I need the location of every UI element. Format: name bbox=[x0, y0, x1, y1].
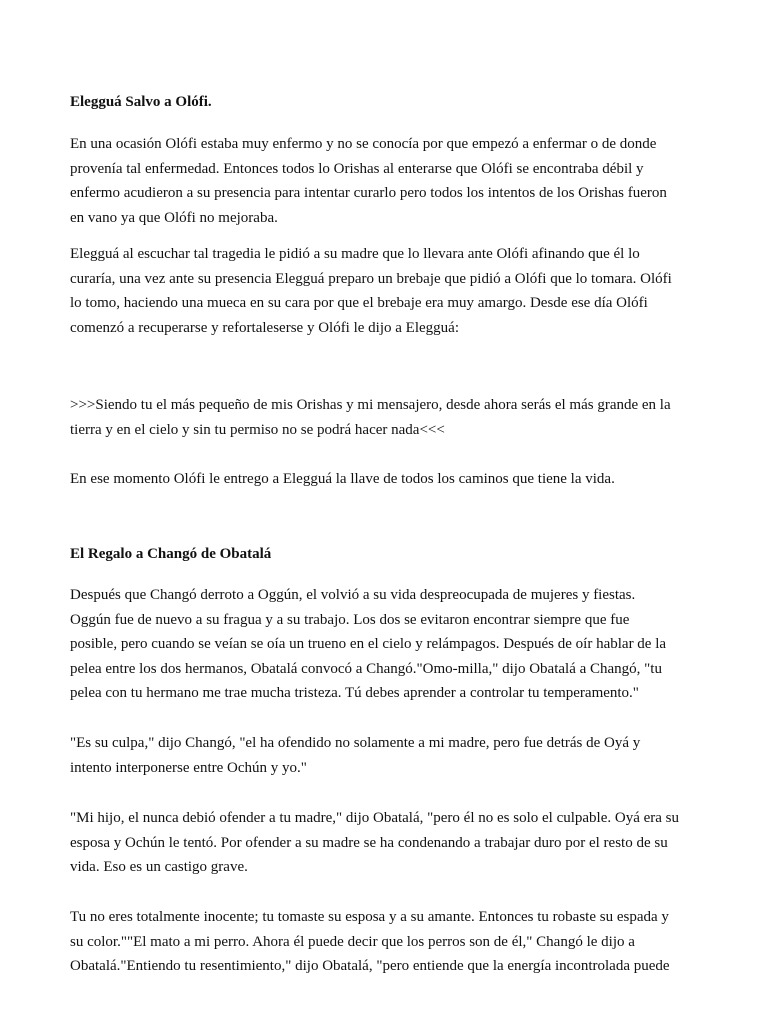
text-line: comenzó a recuperarse y refortaleserse y Olófi le dijo a Elegguá: bbox=[70, 319, 459, 336]
text-line: >>>Siendo tu el más pequeño de mis Orishas y mi mensajero, desde ahora serás el más grande en la bbox=[70, 397, 671, 413]
text-line: esposa y Ochún le tentó. Por ofender a su madre se ha condenando a trabajar duro por el resto de su bbox=[70, 834, 668, 851]
section-title-chango: El Regalo a Changó de Obatalá bbox=[70, 546, 272, 562]
paragraph bbox=[70, 467, 615, 492]
text-line: En ese momento Olófi le entrego a Elegguá la llave de todos los caminos que tiene la vida. bbox=[70, 471, 615, 487]
text-line: Tu no eres totalmente inocente; tu tomaste su esposa y a su amante. Entonces tu robaste su espada y bbox=[70, 909, 669, 925]
paragraph bbox=[70, 905, 670, 979]
text-line: lo tomo, haciendo una mueca en su cara por que el brebaje era muy amargo. Desde ese día Olófi bbox=[70, 295, 648, 311]
text-line: Elegguá al escuchar tal tragedia le pidió a su madre que lo llevara ante Olófi afinando que él lo bbox=[70, 246, 640, 262]
paragraph bbox=[70, 583, 666, 706]
text-line: en vano ya que Olófi no mejoraba. bbox=[70, 209, 278, 226]
text-line: provenía tal enfermedad. Entonces todos lo Orishas al enterarse que Olófi se encontraba débil y bbox=[70, 160, 644, 177]
text-line: En una ocasión Olófi estaba muy enfermo y no se conocía por que empezó a enfermar o de donde bbox=[70, 136, 657, 152]
text-line: pelea entre los dos hermanos, Obatalá convocó a Changó."Omo-milla," dijo Obatalá a Changó, "tu bbox=[70, 660, 662, 677]
text-line: "Mi hijo, el nunca debió ofender a tu madre," dijo Obatalá, "pero él no es solo el culpable. Oyá era su bbox=[70, 810, 680, 826]
paragraph bbox=[70, 393, 671, 442]
text-line: pelea con tu hermano me trae mucha tristeza. Tú debes aprender a controlar tu temperamento." bbox=[70, 685, 639, 701]
text-line: tierra y en el cielo y sin tu permiso no se podrá hacer nada<<< bbox=[70, 421, 445, 438]
text-line: "Es su culpa," dijo Changó, "el ha ofendido no solamente a mi madre, pero fue detrás de Oyá y bbox=[70, 735, 641, 751]
text-line: Obatalá."Entiendo tu resentimiento," dijo Obatalá, "pero entiende que la energía incontrolada puede bbox=[70, 958, 670, 974]
text-line: Después que Changó derroto a Oggún, el volvió a su vida despreocupada de mujeres y fiestas. bbox=[70, 587, 636, 603]
paragraph bbox=[70, 806, 679, 880]
text-line: enfermo acudieron a su presencia para intentar curarlo pero todos los intentos de los Orishas fueron bbox=[70, 185, 667, 201]
paragraph bbox=[70, 242, 672, 340]
text-line: su color.""El mato a mi perro. Ahora él puede decir que los perros son de él," Changó le dijo a bbox=[70, 933, 635, 950]
paragraph bbox=[70, 731, 640, 780]
text-line: curaría, una vez ante su presencia Elegguá preparo un brebaje que pidió a Olófi que lo tomara. Olófi bbox=[70, 270, 672, 287]
text-line: intento interponerse entre Ochún y yo." bbox=[70, 759, 307, 776]
text-line: vida. Eso es un castigo grave. bbox=[70, 859, 248, 875]
text-line: Oggún fue de nuevo a su fragua y a su trabajo. Los dos se evitaron encontrar siempre que fue bbox=[70, 611, 630, 628]
section-title-eleggua: Elegguá Salvo a Olófi. bbox=[70, 94, 212, 110]
text-line: posible, pero cuando se veían se oía un trueno en el cielo y relámpagos. Después de oír hablar de la bbox=[70, 636, 667, 652]
paragraph bbox=[70, 132, 667, 230]
